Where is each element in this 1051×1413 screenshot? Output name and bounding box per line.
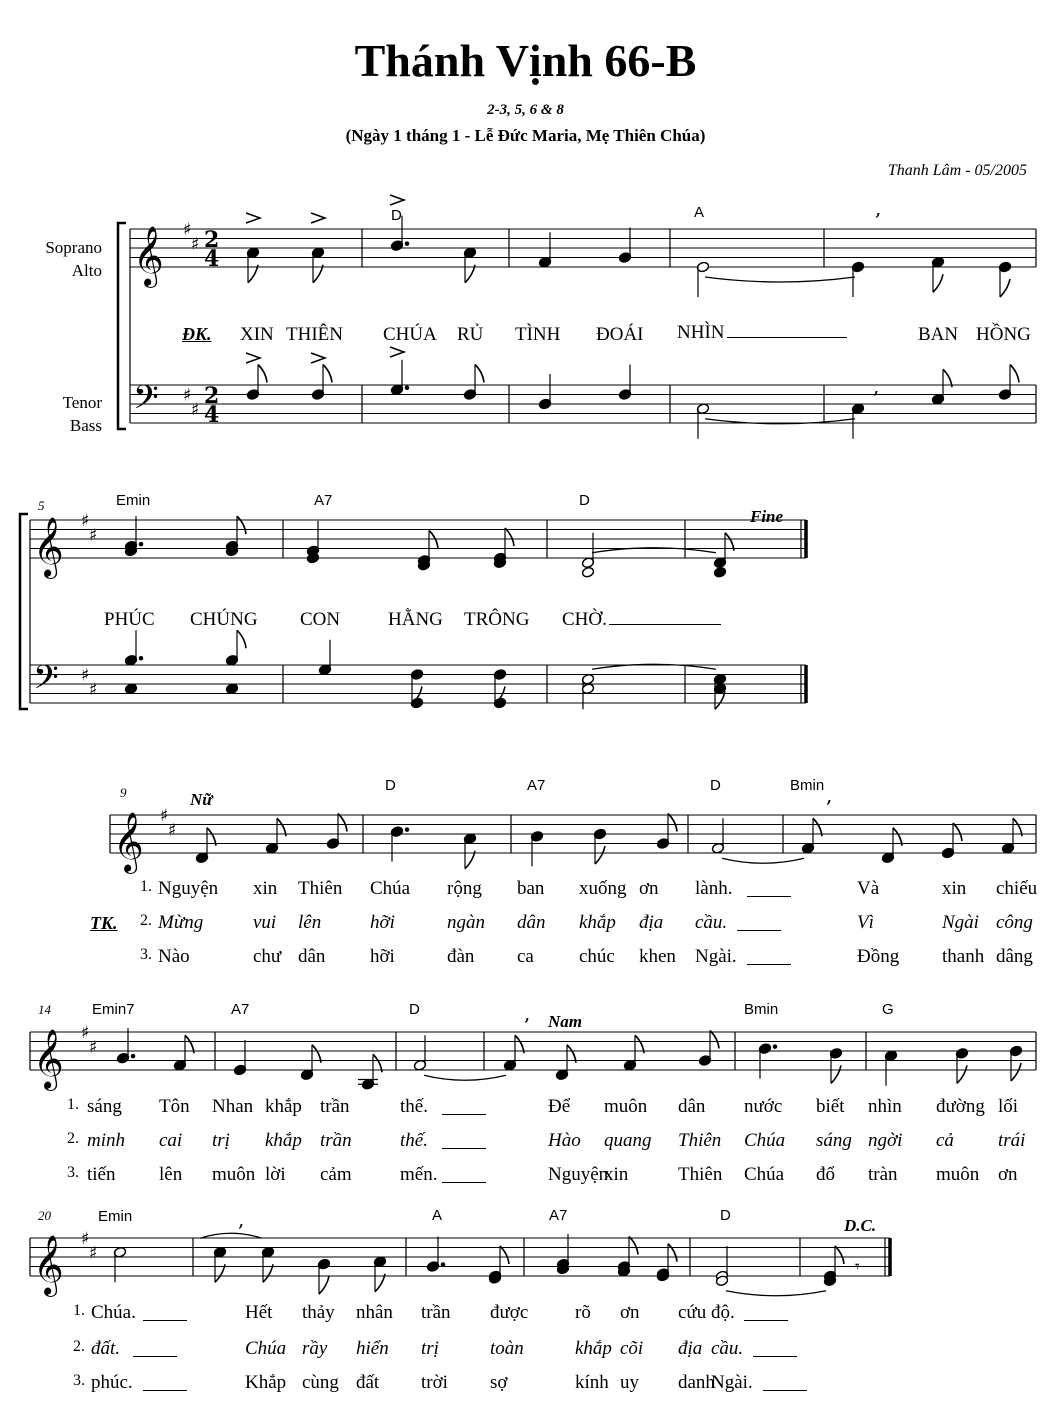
lyric-syllable: mến. <box>400 1164 438 1185</box>
lyric-syllable: công <box>996 912 1033 933</box>
breath-mark: , <box>524 1001 531 1025</box>
lyric-syllable: Hết <box>245 1302 273 1323</box>
lyric-syllable <box>562 609 721 631</box>
lyric-syllable: dâng <box>996 946 1033 967</box>
chord-symbol: D <box>720 1207 731 1224</box>
lyric-syllable: Chúa. <box>91 1302 136 1323</box>
lyric-syllable: Nguyện <box>548 1164 609 1185</box>
lyric-syllable: độ. <box>711 1302 735 1323</box>
chord-symbol: A7 <box>527 777 546 794</box>
sharp-sign: ♯ <box>89 1243 98 1264</box>
sharp-sign: ♯ <box>89 525 98 546</box>
lyric-syllable: quang <box>604 1130 652 1151</box>
accent <box>246 213 260 223</box>
lyric-syllable: biết <box>816 1096 845 1117</box>
lyric-syllable: lên <box>298 912 322 933</box>
system-bracket <box>20 514 28 709</box>
lyric-syllable: đổ <box>816 1164 835 1185</box>
lyric-syllable: được <box>490 1302 529 1323</box>
lyric-syllable: Khắp <box>245 1372 287 1393</box>
lyric-syllable: Nhan <box>212 1096 254 1117</box>
eighth-rest: 𝄾 <box>855 1256 860 1278</box>
time-signature: 4 <box>204 246 220 272</box>
accent <box>311 353 325 363</box>
note-flag <box>933 274 943 292</box>
lyric-syllable: chúc <box>579 946 615 967</box>
breath-mark: , <box>873 374 880 398</box>
note-flag <box>475 365 484 383</box>
lyric-syllable: thế. <box>400 1130 428 1151</box>
voice-tenor: Tenor <box>62 393 102 412</box>
verse-number: 1. <box>140 878 152 895</box>
chord-symbol: D <box>391 207 402 224</box>
melisma-line <box>442 1114 486 1115</box>
lyric-syllable: trị <box>421 1338 439 1359</box>
lyric-syllable: khắp <box>265 1130 302 1151</box>
chord-symbol: A <box>694 204 705 221</box>
note-flag <box>953 823 962 841</box>
lyric-syllable: trần <box>320 1096 350 1117</box>
melisma-line <box>753 1356 797 1357</box>
lyric-syllable: toàn <box>490 1338 524 1359</box>
chord-symbol: G <box>882 1001 894 1018</box>
lyric-syllable: RỦ <box>457 324 484 345</box>
chord-symbol: Bmin <box>790 777 825 794</box>
lyric-syllable: lối <box>998 1096 1019 1117</box>
sharp-sign: ♯ <box>81 1229 90 1249</box>
lyric-syllable: chư <box>253 946 282 967</box>
male-voice-marking: Nam <box>548 1012 582 1031</box>
lyric-syllable: Mừng <box>158 912 204 933</box>
note-flag <box>831 1065 841 1083</box>
lyric-syllable: Chúa <box>744 1130 786 1151</box>
lyric-syllable: chiếu <box>996 878 1038 899</box>
lyric-syllable: sáng <box>87 1096 122 1117</box>
note-flag <box>957 1065 967 1083</box>
psalm-verses: 2-3, 5, 6 & 8 <box>487 102 564 118</box>
lyric-syllable: ĐOÁI <box>596 324 644 345</box>
sharp-sign: ♯ <box>89 679 98 700</box>
note-flag <box>668 1244 677 1262</box>
lyric-syllable: đàn <box>447 946 475 967</box>
lyric-syllable: cõi <box>620 1338 644 1359</box>
lyric-syllable: dân <box>517 912 546 933</box>
lyric-syllable: ơn <box>998 1164 1018 1185</box>
lyric-syllable: ơn <box>639 878 659 899</box>
lyric-syllable: trái <box>998 1130 1026 1151</box>
occasion: (Ngày 1 tháng 1 - Lễ Đức Maria, Mẹ Thiên Chúa) <box>345 126 706 145</box>
lyric-syllable: cả <box>936 1130 954 1151</box>
verse-marker: TK. <box>90 913 118 933</box>
lyric-syllable: Ngài <box>942 912 979 933</box>
lyric-syllable: Thiên <box>678 1164 723 1185</box>
note-flag <box>323 365 332 383</box>
lyric-syllable: muôn <box>212 1164 256 1185</box>
dot <box>405 386 409 390</box>
lyric-syllable: muôn <box>936 1164 980 1185</box>
lyric-syllable: kính <box>575 1372 609 1393</box>
breath-mark: , <box>826 783 833 807</box>
melisma-line <box>747 896 791 897</box>
sharp-sign: ♯ <box>81 511 90 531</box>
lyric-syllable: địa <box>678 1338 703 1359</box>
chord-symbol: D <box>579 492 590 509</box>
melisma-line <box>133 1356 177 1357</box>
melisma-line <box>609 623 721 625</box>
dot <box>139 656 143 660</box>
lyric-syllable: Chúa <box>744 1164 785 1185</box>
lyric-syllable: uy <box>620 1372 639 1393</box>
lyric-syllable: nhân <box>356 1302 393 1323</box>
melisma-line <box>763 1390 807 1391</box>
lyric-syllable: ca <box>517 946 534 967</box>
note-flag <box>595 846 605 864</box>
lyric-syllable: lành. <box>695 878 733 899</box>
lyric-syllable: trần <box>320 1130 352 1151</box>
lyric-syllable: HẰNG <box>388 609 443 630</box>
measure-number: 20 <box>38 1208 51 1223</box>
sharp-sign: ♯ <box>81 665 90 686</box>
fine-marking: Fine <box>750 507 784 526</box>
note-flag <box>1011 1063 1021 1081</box>
dot <box>131 1054 135 1058</box>
note-flag <box>319 1276 329 1294</box>
chord-symbol: A7 <box>231 1001 250 1018</box>
lyric-syllable: xin <box>253 878 278 899</box>
lyric-syllable: xin <box>604 1164 629 1185</box>
accent <box>246 353 260 363</box>
lyric-syllable: CHÚA <box>383 324 437 345</box>
lyric-syllable: Để <box>548 1096 571 1117</box>
lyric-syllable: phúc. <box>91 1372 133 1393</box>
chord-symbol: D <box>385 777 396 794</box>
note-flag <box>500 1246 509 1264</box>
verse-number: 3. <box>140 946 152 963</box>
lyric-syllable: Vì <box>857 912 874 933</box>
verse-number: 1. <box>67 1096 79 1113</box>
female-voice-marking: Nữ <box>190 790 213 809</box>
verse-number: 1. <box>73 1302 85 1319</box>
lyric-syllable: cầu. <box>695 912 728 933</box>
note-flag <box>668 814 677 832</box>
dot <box>405 242 409 246</box>
lyric-syllable: PHÚC <box>104 609 155 630</box>
measure-number: 9 <box>120 785 127 800</box>
note-flag <box>237 516 246 534</box>
lyric-syllable: Nguyện <box>158 878 219 899</box>
lyric-syllable: rộng <box>447 878 482 899</box>
chord-symbol: A <box>432 1207 443 1224</box>
sharp-sign: ♯ <box>81 1023 90 1043</box>
treble-clef: 𝄞 <box>33 517 64 577</box>
melisma-line <box>442 1182 486 1183</box>
lyric-syllable: khen <box>639 946 676 967</box>
lyric-syllable: TRÔNG <box>464 609 530 630</box>
system-bracket <box>118 223 126 429</box>
lyric-syllable: cùng <box>302 1372 339 1393</box>
lyric-syllable: Tôn <box>159 1096 190 1117</box>
dot <box>441 1263 445 1267</box>
lyric-syllable: Thiên <box>678 1130 722 1151</box>
refrain-marker: ĐK. <box>182 324 212 344</box>
lyric-syllable: HỒNG <box>976 324 1031 345</box>
note-flag <box>338 814 347 832</box>
lyric-syllable: Chúa <box>245 1338 287 1359</box>
tie <box>722 858 804 863</box>
lyric-syllable: hiển <box>356 1338 389 1359</box>
time-signature: 2 <box>204 383 220 409</box>
lyric-syllable: Hào <box>548 1130 581 1151</box>
staff-lines <box>30 229 1036 1276</box>
lyric-syllable: lên <box>159 1164 183 1185</box>
dot <box>773 1045 777 1049</box>
melisma-line <box>737 930 781 931</box>
lyric-syllable: địa <box>639 912 664 933</box>
barlines <box>20 223 1036 1276</box>
treble-clef: 𝄞 <box>33 1029 64 1089</box>
time-signature: 4 <box>204 402 220 428</box>
lyric-syllable: thế. <box>400 1096 428 1117</box>
tie <box>726 1291 826 1296</box>
verse-number: 3. <box>73 1372 85 1389</box>
lyric-syllable: ơn <box>620 1302 640 1323</box>
lyric-syllable: thanh <box>942 946 985 967</box>
lyric-syllable: xin <box>942 878 967 899</box>
composer-credit: Thanh Lâm - 05/2005 <box>887 162 1027 179</box>
lyric-syllable: ban <box>517 878 545 899</box>
dot <box>139 542 143 546</box>
chord-symbol: D <box>710 777 721 794</box>
lyric-syllable: TÌNH <box>515 324 561 345</box>
chord-symbol: A7 <box>314 492 333 509</box>
lyric-syllable: xuống <box>579 878 627 899</box>
tie <box>705 277 855 282</box>
lyric-syllable: đất <box>356 1372 380 1393</box>
sharp-sign: ♯ <box>183 220 192 240</box>
lyric-syllable: minh <box>87 1130 125 1151</box>
note-flag <box>710 1031 719 1049</box>
lyric-syllable: khắp <box>575 1338 612 1359</box>
lyric-word: CHỜ. <box>562 609 607 630</box>
lyric-word: NHÌN <box>677 322 725 343</box>
lyric-syllable: hỡi <box>370 912 395 933</box>
chord-symbol: Emin <box>98 1208 133 1225</box>
melisma-line <box>442 1148 486 1149</box>
sharp-sign: ♯ <box>160 806 169 826</box>
measure-number: 14 <box>38 1002 51 1017</box>
song-title: Thánh Vịnh 66-B <box>354 35 697 86</box>
lyric-syllable: cứu <box>678 1302 707 1323</box>
verse-number: 2. <box>67 1130 79 1147</box>
lyric-syllable: Đồng <box>857 946 900 967</box>
lyric-syllable: thảy <box>302 1302 335 1323</box>
sharp-sign: ♯ <box>191 399 200 420</box>
lyric-syllable: đường <box>936 1096 985 1117</box>
lyric-syllable: Và <box>857 878 880 899</box>
treble-clef: 𝄞 <box>33 1235 64 1295</box>
lyric-syllable: ngời <box>868 1130 903 1151</box>
lyric-syllable <box>677 322 847 344</box>
chord-symbol: Emin <box>116 492 151 509</box>
lyric-syllable: lời <box>265 1164 286 1185</box>
accent <box>390 195 404 205</box>
tie <box>424 1075 506 1080</box>
note-head <box>713 566 726 578</box>
lyric-syllable: THIÊN <box>286 324 343 345</box>
accent <box>311 213 325 223</box>
lyric-syllable: cầu. <box>711 1338 744 1359</box>
lyric-syllable: trị <box>212 1130 230 1151</box>
lyric-syllable: cảm <box>320 1164 352 1185</box>
note-flag <box>505 528 514 546</box>
lyric-syllable: rõ <box>575 1302 591 1323</box>
chord-symbol: D <box>409 1001 420 1018</box>
melisma-line <box>143 1320 187 1321</box>
note-flag <box>258 365 267 383</box>
verse-number: 3. <box>67 1164 79 1181</box>
lyric-syllable: tiến <box>87 1164 116 1185</box>
lyric-syllable: cai <box>159 1130 183 1151</box>
melisma-line <box>747 964 791 965</box>
breath-mark: , <box>238 1207 245 1231</box>
voice-soprano: Soprano <box>45 238 102 257</box>
lyric-syllable: trần <box>421 1302 451 1323</box>
verse-number: 2. <box>73 1338 85 1355</box>
voice-alto: Alto <box>71 261 102 280</box>
lyric-syllable: Ngài. <box>695 946 737 967</box>
lyric-syllable: tràn <box>868 1164 898 1185</box>
bass-clef: 𝄢 <box>133 379 159 425</box>
note-flag <box>835 1246 844 1264</box>
lyric-syllable: nước <box>744 1096 783 1117</box>
note-head <box>124 683 137 695</box>
note-flag <box>629 1237 638 1255</box>
lyric-syllable: nhìn <box>868 1096 902 1117</box>
lyric-syllable: khắp <box>265 1096 302 1117</box>
lyric-syllable: hỡi <box>370 946 395 967</box>
melisma-line <box>727 336 847 338</box>
chord-symbol: Emin7 <box>92 1001 135 1018</box>
lyric-syllable: Thiên <box>298 878 343 899</box>
lyric-syllable: trời <box>421 1372 448 1393</box>
melisma-line <box>744 1320 788 1321</box>
note-head <box>581 566 594 578</box>
chord-symbol: Bmin <box>744 1001 779 1018</box>
lyric-syllable: danh <box>678 1372 715 1393</box>
breath-mark: , <box>875 196 882 220</box>
treble-clef: 𝄞 <box>133 226 164 286</box>
dot <box>405 828 409 832</box>
melisma-line <box>143 1390 187 1391</box>
lyric-syllable: đất. <box>91 1338 121 1359</box>
treble-clef: 𝄞 <box>113 812 144 872</box>
lyric-syllable: XIN <box>240 324 274 345</box>
lyric-syllable: sáng <box>816 1130 852 1151</box>
lyric-syllable: Nào <box>158 946 190 967</box>
lyric-syllable: CON <box>300 609 341 630</box>
sharp-sign: ♯ <box>168 820 177 841</box>
lyric-syllable: dân <box>678 1096 706 1117</box>
time-signature: 2 <box>204 227 220 253</box>
lyric-syllable: muôn <box>604 1096 648 1117</box>
lyric-syllable: Ngài. <box>711 1372 753 1393</box>
measure-number: 5 <box>38 498 45 513</box>
lyric-syllable: BAN <box>918 324 959 345</box>
note-flag <box>1010 365 1019 383</box>
lyric-syllable: Chúa <box>370 878 411 899</box>
sharp-sign: ♯ <box>89 1037 98 1058</box>
chord-symbol: A7 <box>549 1207 568 1224</box>
bass-clef: 𝄢 <box>33 659 59 705</box>
lyric-syllable: khắp <box>579 912 616 933</box>
lyric-syllable: sợ <box>490 1372 508 1393</box>
note-flag <box>237 630 246 648</box>
lyric-syllable: ngàn <box>447 912 485 933</box>
note-head <box>225 683 238 695</box>
lyric-syllable: rầy <box>302 1338 328 1359</box>
sharp-sign: ♯ <box>183 385 192 406</box>
lyric-syllable: dân <box>298 946 326 967</box>
lyric-syllable: vui <box>253 912 277 933</box>
sharp-sign: ♯ <box>191 234 200 255</box>
accent <box>390 347 404 357</box>
verse-number: 2. <box>140 912 152 929</box>
voice-bass: Bass <box>69 416 102 435</box>
lyric-syllable: CHÚNG <box>190 609 258 630</box>
dc-marking: D.C. <box>844 1216 877 1235</box>
note-flag <box>1000 279 1010 297</box>
